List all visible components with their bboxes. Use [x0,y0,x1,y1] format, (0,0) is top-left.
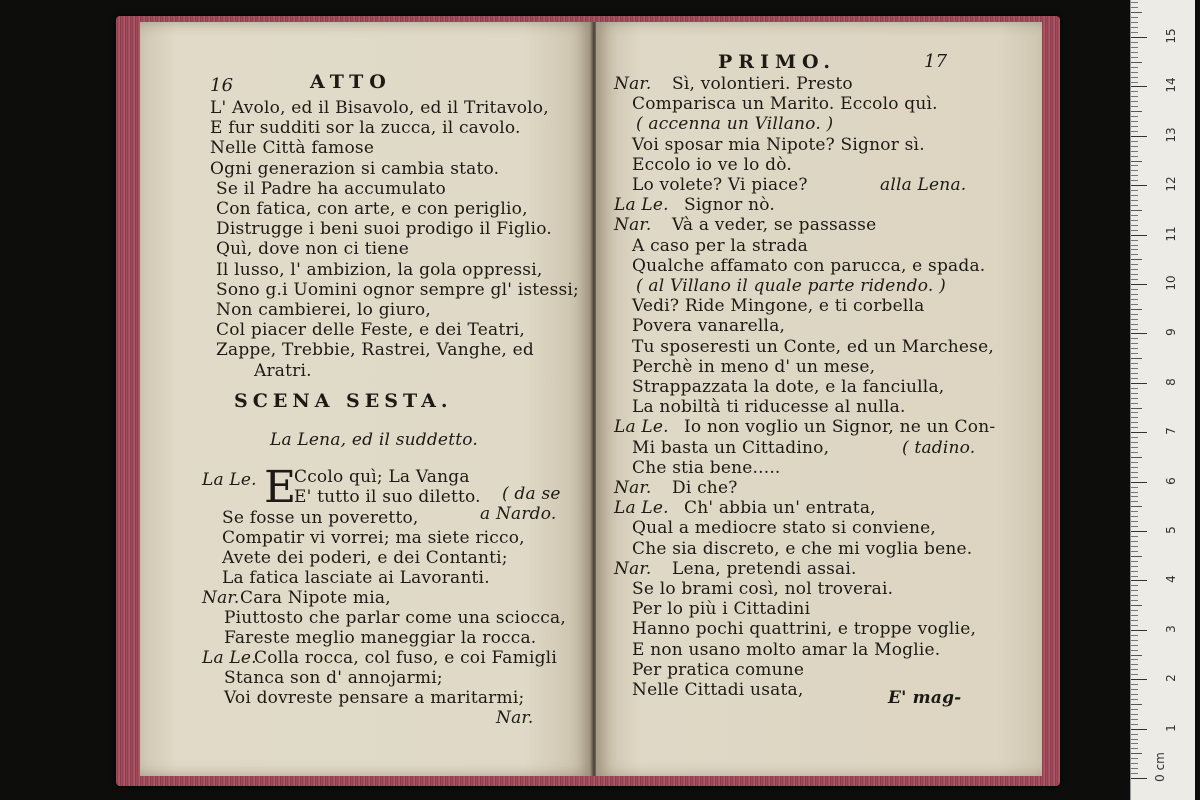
page-number: 17 [924,51,948,72]
stage-direction: ( tadino. [902,437,976,458]
ruler-tick [1131,42,1138,43]
ruler-number: 1 [1164,723,1178,732]
verse-line: Col piacer delle Feste, e dei Teatri, [216,320,525,341]
ruler-tick [1131,452,1138,453]
verse-line: Sono g.i Uomini ognor sempre gl' istessi; [216,279,579,300]
running-head: ATTO [310,71,392,93]
ruler-tick [1131,62,1142,63]
ruler-tick [1131,279,1138,280]
ruler-tick [1131,585,1138,586]
ruler-tick [1131,739,1138,740]
ruler-tick [1131,205,1138,206]
verse-line: ( accenna un Villano. ) [636,114,834,135]
ruler-tick [1131,659,1138,660]
speaker-label: La Le. [614,417,669,438]
ruler-tick [1131,546,1138,547]
verse-line: A caso per la strada [632,235,808,256]
verse-line: Compatir vi vorrei; ma siete ricco, [222,528,525,548]
ruler-tick [1131,457,1142,458]
verse-line: Io non voglio un Signor, ne un Con- [684,417,996,438]
ruler-number: 11 [1164,225,1178,242]
ruler-tick [1131,561,1138,562]
ruler-tick [1131,314,1138,315]
ruler-tick [1131,541,1138,542]
ruler-tick [1131,12,1142,13]
ruler-number: 12 [1164,176,1178,192]
ruler-number: 6 [1164,476,1178,485]
verse-line: Và a veder, se passasse [672,215,877,236]
ruler-tick [1131,477,1138,478]
verse-line: Non cambierei, lo giuro, [216,300,431,320]
ruler-tick [1131,101,1138,102]
ruler-number: 5 [1164,526,1178,534]
ruler-tick [1131,333,1147,334]
ruler-number: 9 [1164,328,1178,337]
ruler-tick [1131,412,1138,413]
ruler-tick [1131,329,1138,330]
ruler-tick [1131,566,1138,567]
ruler-tick [1131,714,1138,715]
speaker-label: La Le. [202,470,257,490]
ruler-tick [1131,111,1142,112]
ruler-tick [1131,635,1138,636]
verse-line: E' tutto il suo diletto. [294,487,481,507]
ruler-tick [1131,245,1138,246]
ruler-tick [1131,7,1138,8]
ruler-tick [1131,170,1138,171]
verse-line: Nelle Città famose [210,138,375,159]
ruler-tick [1131,605,1142,606]
ruler-tick [1131,595,1138,596]
ruler-tick [1131,156,1138,157]
verse-line: Ch' abbia un' entrata, [684,498,876,519]
ruler-tick [1131,175,1138,176]
ruler-tick [1131,274,1138,275]
verse-line: Povera vanarella, [632,316,786,337]
ruler-tick [1131,719,1138,720]
ruler-tick [1131,664,1138,665]
verse-line: Che stia bene..... [632,457,781,478]
verse-line: Mi basta un Cittadino, [632,437,830,458]
verse-line: E fur sudditi sor la zucca, il cavolo. [210,118,521,139]
ruler-tick [1131,165,1138,166]
ruler-tick [1131,190,1138,191]
catchword: Nar. [496,708,534,728]
ruler-tick [1131,422,1138,423]
ruler-tick [1131,215,1138,216]
ruler-tick [1131,393,1138,394]
ruler-tick [1131,27,1138,28]
ruler-tick [1131,650,1138,651]
ruler-tick [1131,230,1138,231]
ruler-tick [1131,82,1138,83]
ruler-tick [1131,96,1138,97]
ruler-tick [1131,590,1138,591]
verse-line: Ccolo quì; La Vanga [294,467,470,487]
ruler-tick [1131,640,1138,641]
ruler-tick [1131,734,1138,735]
verse-line: Con fatica, con arte, e con periglio, [216,199,528,219]
ruler-tick [1131,141,1138,142]
ruler-tick [1131,511,1138,512]
ruler-tick [1131,151,1138,152]
speaker-label: Nar. [202,588,240,608]
ruler-tick [1131,437,1138,438]
ruler-unit-label: 0 cm [1152,752,1167,782]
ruler-tick [1131,447,1138,448]
ruler-tick [1131,655,1142,656]
running-head: PRIMO. [718,51,837,73]
ruler-tick [1131,724,1138,725]
ruler-tick [1131,225,1138,226]
ruler-tick [1131,338,1138,339]
verse-line: Di che? [672,478,738,498]
ruler-tick [1131,116,1138,117]
ruler-tick [1131,506,1142,507]
ruler-number: 2 [1164,674,1178,683]
verse-line: Hanno pochi quattrini, e troppe voglie, [632,619,977,640]
verse-line: Aratri. [254,360,312,381]
ruler-tick [1131,768,1138,769]
ruler-tick [1131,136,1147,137]
ruler-tick [1131,383,1147,384]
verse-line: Vedi? Ride Mingone, e ti corbella [632,296,925,317]
verse-line: Perchè in meno d' un mese, [632,356,876,377]
page-number: 16 [210,75,234,96]
verse-line: Tu sposeresti un Conte, ed un Marchese, [632,336,994,357]
ruler-tick [1131,37,1147,38]
ruler-tick [1131,778,1147,779]
ruler-tick [1131,358,1142,359]
verse-line: Nelle Cittadi usata, [632,680,804,700]
ruler-tick [1131,580,1147,581]
verse-line: Sì, volontieri. Presto [672,74,853,94]
ruler-tick [1131,47,1138,48]
ruler-tick [1131,319,1138,320]
ruler-tick [1131,472,1138,473]
ruler-tick [1131,432,1147,433]
verse-line: Colla rocca, col fuso, e coi Famigli [254,648,557,668]
ruler-tick [1131,462,1138,463]
scene-title: SCENA SESTA. [234,390,453,412]
verse-line: Cara Nipote mia, [240,588,391,608]
speaker-label: La Le. [614,195,669,216]
verse-line: Signor nò. [684,195,775,216]
ruler-tick [1131,600,1138,601]
ruler-tick [1131,773,1138,774]
ruler-tick [1131,526,1138,527]
ruler-tick [1131,753,1142,754]
ruler-tick [1131,195,1138,196]
verse-line: Comparisca un Marito. Eccolo quì. [632,94,938,115]
ruler-tick [1131,324,1138,325]
right-page [596,22,1042,776]
stage-direction: ( da se [502,484,561,504]
verse-line: Se il Padre ha accumulato [216,178,446,199]
ruler-tick [1131,645,1138,646]
ruler-number: 4 [1164,575,1178,584]
verse-line: La nobiltà ti riducesse al nulla. [632,397,906,418]
ruler-tick [1131,531,1147,532]
ruler-tick [1131,299,1138,300]
ruler-tick [1131,610,1138,611]
ruler-tick [1131,180,1138,181]
ruler-tick [1131,220,1138,221]
left-page [140,22,592,776]
ruler-tick [1131,709,1138,710]
ruler-tick [1131,185,1147,186]
ruler-tick [1131,620,1138,621]
ruler-tick [1131,32,1138,33]
ruler-tick [1131,576,1138,577]
ruler-tick [1131,235,1147,236]
ruler-tick [1131,536,1138,537]
ruler-tick [1131,674,1138,675]
ruler-tick [1131,467,1138,468]
ruler-tick [1131,743,1138,744]
ruler-tick [1131,763,1138,764]
ruler-tick [1131,106,1138,107]
verse-line: Piuttosto che parlar come una sciocca, [224,608,566,628]
speaker-label: Nar. [614,215,652,236]
ruler-tick [1131,146,1138,147]
ruler-tick [1131,210,1142,211]
ruler-tick [1131,373,1138,374]
verse-line: Qual a mediocre stato si conviene, [632,518,936,539]
ruler-tick [1131,240,1138,241]
verse-line: Eccolo io ve lo dò. [632,154,793,175]
ruler-tick [1131,684,1138,685]
ruler-tick [1131,77,1138,78]
ruler-tick [1131,556,1142,557]
verse-line: Lo volete? Vi piace? [632,175,808,195]
speaker-label: Nar. [614,558,652,579]
ruler-tick [1131,284,1147,285]
measuring-ruler [1130,0,1195,800]
stage-direction: alla Lena. [880,175,967,195]
ruler-tick [1131,521,1138,522]
ruler-tick [1131,487,1138,488]
verse-line: E non usano molto amar la Moglie. [632,639,941,660]
ruler-tick [1131,615,1138,616]
ruler-tick [1131,571,1138,572]
scene-cast: La Lena, ed il suddetto. [270,430,478,450]
verse-line: Zappe, Trebbie, Rastrei, Vanghe, ed [216,340,534,361]
ruler-tick [1131,501,1138,502]
verse-line: Il lusso, l' ambizion, la gola oppressi, [216,259,543,280]
verse-line: Fareste meglio maneggiar la rocca. [224,628,537,648]
ruler-number: 7 [1164,427,1178,436]
ruler-tick [1131,551,1138,552]
ruler-tick [1131,67,1138,68]
ruler-number: 8 [1164,377,1178,386]
speaker-label: Nar. [614,478,652,498]
verse-line: Voi sposar mia Nipote? Signor sì. [632,134,925,155]
verse-line: La fatica lasciate ai Lavoranti. [222,568,490,588]
ruler-tick [1131,492,1138,493]
ruler-tick [1131,699,1138,700]
verse-line: L' Avolo, ed il Bisavolo, ed il Tritavolo, [210,98,549,118]
ruler-tick [1131,403,1138,404]
ruler-tick [1131,378,1138,379]
ruler-tick [1131,269,1138,270]
ruler-tick [1131,625,1138,626]
catchword: E' mag- [888,688,962,708]
ruler-tick [1131,264,1138,265]
ruler-tick [1131,368,1138,369]
ruler-tick [1131,482,1147,483]
ruler-tick [1131,388,1138,389]
speaker-label: Nar. [614,74,652,94]
ruler-tick [1131,417,1138,418]
ruler-tick [1131,294,1138,295]
ruler-tick [1131,86,1147,87]
ruler-tick [1131,249,1138,250]
speaker-label: La Le. [614,498,669,519]
ruler-tick [1131,348,1138,349]
verse-line: Distrugge i beni suoi prodigo il Figlio. [216,219,552,240]
ruler-tick [1131,289,1138,290]
ruler-tick [1131,254,1138,255]
ruler-tick [1131,309,1142,310]
ruler-tick [1131,758,1138,759]
ruler-tick [1131,669,1138,670]
verse-line: Avete dei poderi, e dei Contanti; [222,548,508,568]
verse-line: Quì, dove non ci tiene [216,239,409,260]
ruler-tick [1131,408,1142,409]
ruler-tick [1131,57,1138,58]
verse-line: Voi dovreste pensare a maritarmi; [224,688,525,708]
ruler-tick [1131,704,1142,705]
ruler-number: 15 [1164,28,1178,44]
ruler-tick [1131,17,1138,18]
verse-line: Per pratica comune [632,659,805,680]
ruler-number: 10 [1164,275,1178,291]
ruler-tick [1131,259,1142,260]
ruler-tick [1131,442,1138,443]
ruler-tick [1131,363,1138,364]
ruler-tick [1131,343,1138,344]
ruler-tick [1131,200,1138,201]
stage-direction: a Nardo. [480,504,557,524]
ruler-tick [1131,304,1138,305]
ruler-tick [1131,161,1142,162]
ruler-tick [1131,398,1138,399]
ruler-tick [1131,353,1138,354]
ruler-tick [1131,630,1147,631]
ruler-tick [1131,131,1138,132]
ruler-tick [1131,91,1138,92]
ruler-tick [1131,689,1138,690]
ruler-tick [1131,2,1138,3]
verse-line: Che sia discreto, e che mi voglia bene. [632,538,973,559]
verse-line: Strappazzata la dote, e la fanciulla, [632,377,945,397]
verse-line: Stanca son d' annojarmi; [224,668,443,688]
ruler-number: 13 [1164,127,1178,143]
ruler-tick [1131,748,1138,749]
ruler-tick [1131,516,1138,517]
verse-line: ( al Villano il quale parte ridendo. ) [636,276,946,296]
ruler-tick [1131,52,1138,53]
ruler-tick [1131,729,1147,730]
ruler-tick [1131,679,1147,680]
verse-line: Lena, pretendi assai. [672,558,857,579]
ruler-number: 3 [1164,624,1178,633]
verse-line: Per lo più i Cittadini [632,599,811,620]
ruler-tick [1131,22,1138,23]
ruler-tick [1131,694,1138,695]
speaker-label: La Le. [202,648,257,668]
verse-line: Se fosse un poveretto, [222,508,419,528]
drop-cap: E [264,462,297,513]
ruler-number: 14 [1164,77,1178,94]
verse-line: Qualche affamato con parucca, e spada. [632,255,986,276]
ruler-tick [1131,121,1138,122]
verse-line: Ogni generazion si cambia stato. [210,158,500,179]
ruler-tick [1131,427,1138,428]
ruler-tick [1131,126,1138,127]
ruler-tick [1131,72,1138,73]
ruler-tick [1131,496,1138,497]
verse-line: Se lo brami così, nol troverai. [632,579,894,599]
